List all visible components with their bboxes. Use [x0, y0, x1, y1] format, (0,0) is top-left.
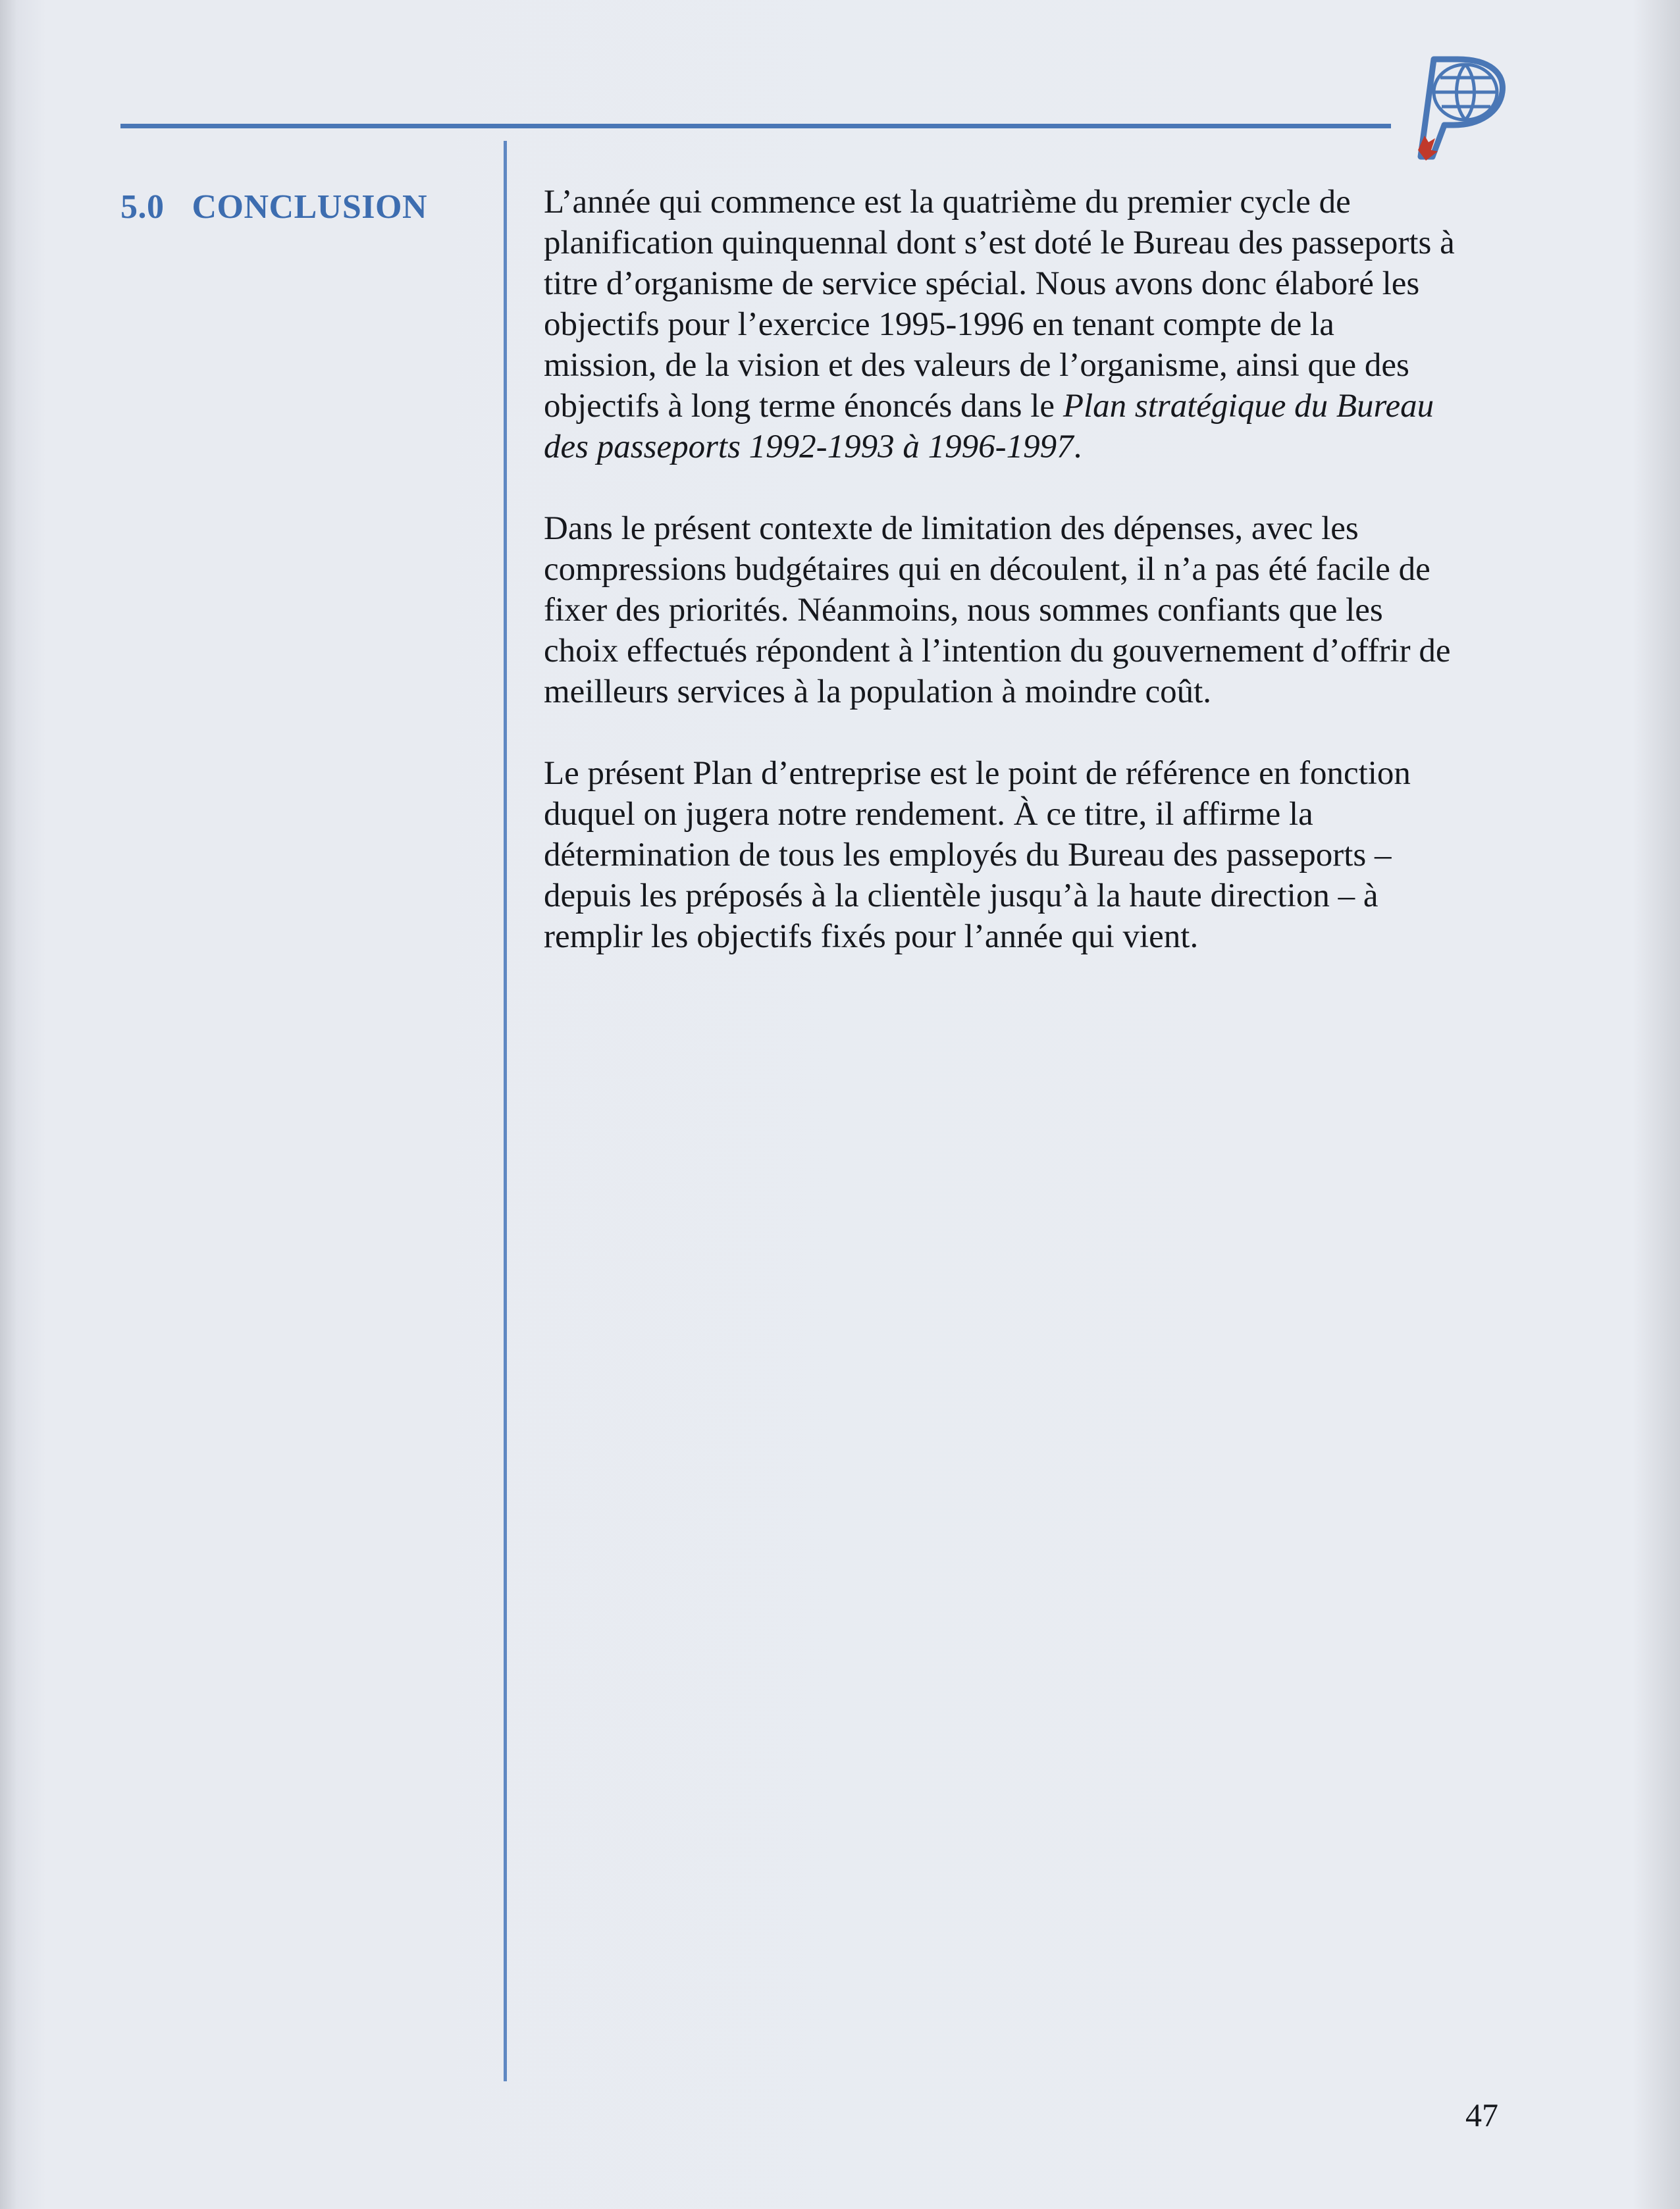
paragraph-3	[544, 753, 1518, 957]
page-number: 47	[1465, 2096, 1498, 2133]
text-line: L’année qui commence est la quatrième du premier cycle de	[544, 184, 1351, 221]
section-title: CONCLUSION	[192, 188, 427, 226]
text-line: meilleurs services à la population à moindre coût.	[544, 673, 1212, 710]
section-heading	[120, 188, 427, 226]
text-line: planification quinquennal dont s’est doté le Bureau des passeports à	[544, 224, 1455, 261]
passport-office-logo-icon	[1406, 51, 1511, 163]
header-rule	[120, 124, 1391, 128]
text-line: Dans le présent contexte de limitation des dépenses, avec les	[544, 510, 1359, 547]
text-line: fixer des priorités. Néanmoins, nous sommes confiants que les	[544, 592, 1383, 629]
text-line: remplir les objectifs fixés pour l’année qui vient.	[544, 918, 1199, 955]
body-text	[544, 182, 1518, 998]
text-line: Le présent Plan d’entreprise est le point de référence en fonction	[544, 755, 1411, 792]
text-line: choix effectués répondent à l’intention du gouvernement d’offrir de	[544, 633, 1451, 669]
text-line: mission, de la vision et des valeurs de l’organisme, ainsi que des	[544, 347, 1409, 384]
document-title-italic: Plan stratégique du Bureau	[1063, 388, 1434, 425]
text-line: depuis les préposés à la clientèle jusqu’à la haute direction – à	[544, 877, 1378, 914]
paragraph-2	[544, 508, 1518, 712]
section-number: 5.0	[120, 188, 165, 226]
text-line: titre d’organisme de service spécial. Nous avons donc élaboré les	[544, 265, 1420, 302]
text-line: détermination de tous les employés du Bureau des passeports –	[544, 837, 1392, 873]
text-line: des passeports 1992-1993 à 1996-1997.	[544, 429, 1082, 465]
paragraph-1	[544, 182, 1518, 467]
document-title-italic: des passeports 1992-1993 à 1996-1997	[544, 429, 1074, 465]
text-line: duquel on jugera notre rendement. À ce titre, il affirme la	[544, 796, 1313, 833]
column-divider	[504, 141, 507, 2081]
text-line: objectifs à long terme énoncés dans le Plan stratégique du Bureau	[544, 388, 1434, 425]
text-line: compressions budgétaires qui en découlent, il n’a pas été facile de	[544, 551, 1431, 588]
text-line: objectifs pour l’exercice 1995-1996 en tenant compte de la	[544, 306, 1334, 343]
